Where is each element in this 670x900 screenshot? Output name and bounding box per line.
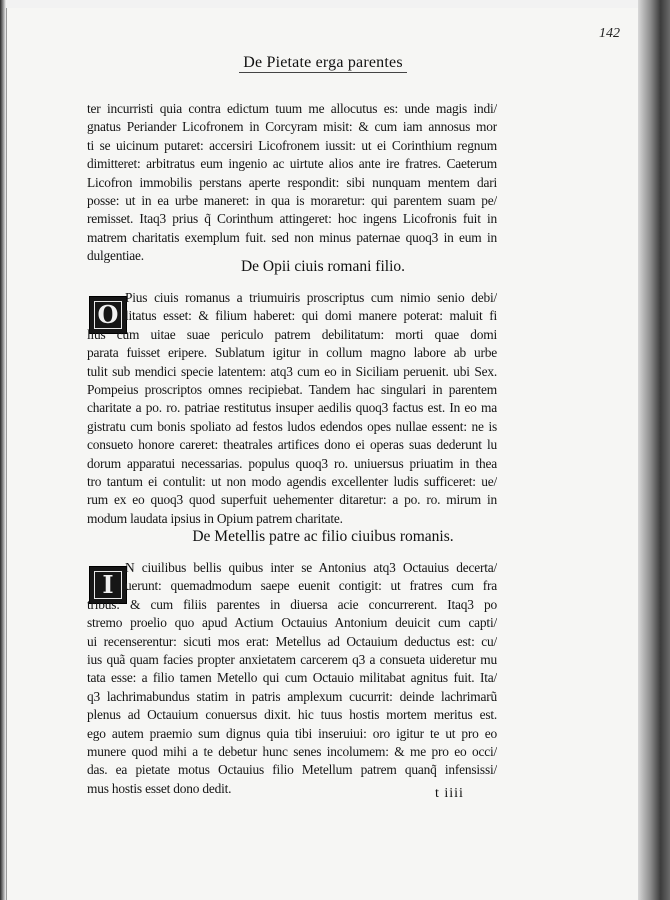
text-line: q3 lachrimabundus statim in patris amplexum cucurrit: deinde lachrimarũ xyxy=(87,688,497,704)
book-page xyxy=(6,8,639,900)
text-line: mus hostis esset dono dedit. xyxy=(87,780,232,796)
text-line: lius cum uitae suae periculo patrem debilitatum: morti quae domi xyxy=(87,326,497,342)
running-head xyxy=(7,54,639,72)
section-title-metelli: De Metellis patre ac filio ciuibus romanis. xyxy=(192,528,454,545)
paragraph-opius xyxy=(87,289,497,528)
text-line: Pius ciuis romanus a triumuiris proscriptus cum nimio senio debi/ xyxy=(125,290,497,305)
text-line: gnatus Periander Licofronem in Corcyram misit: & cum iam annosus mor xyxy=(87,119,497,135)
text-line: tata esse: a filio tamen Metello qui cum Octauio militabat agnitus fuit. Ita/ xyxy=(87,670,497,686)
text-line: ti se uicinum putaret: accersiri Licofronem iussit: ut ei Corinthium regnum xyxy=(87,137,497,153)
text-line: charitate a po. ro. patriae restitutus insuper aedilis quoq3 factus est. In eo ma xyxy=(87,400,497,416)
running-head-text: De Pietate erga parentes xyxy=(239,54,407,73)
text-line: consueto honore careret: theatrales artifices dono ei operas suas dederunt lu xyxy=(87,437,497,453)
adjacent-page-edge xyxy=(638,0,670,900)
text-line: das. ea pietate motus Octauius filio Metellum patrem quanq̃ infensissi/ xyxy=(87,762,497,778)
folio-number: 142 xyxy=(599,26,620,41)
text-line: modum laudata ipsius in Opium patrem charitate. xyxy=(87,510,343,526)
text-line: Pompeius proscriptos omnes recipiebat. Tandem hac singulari in parentem xyxy=(87,381,497,397)
text-line: ius quã quam facies propter anxietatem carcerem q3 a consueta uideretur mu xyxy=(87,651,497,667)
text-line: rum ex eo quoq3 quod superfuit uehementer ditaretur: a po. ro. mirum in xyxy=(87,492,497,508)
text-line: remisset. Itaq3 prius q̃ Corinthum attingeret: hoc ingens Licofronis fuit in xyxy=(87,211,497,227)
section-title-opius: De Opii ciuis romani filio. xyxy=(240,258,405,275)
text-line: litatus esset: & filium haberet: qui domi manere poterat: maluit fi xyxy=(125,308,497,324)
signature-mark: t iiii xyxy=(435,786,464,801)
text-line: posse: ut in ea urbe maneret: in qua is moraretur: qui parentem suam pe/ xyxy=(87,192,497,208)
text-line: plenus ad Octauium conuersus dixit. hic tuus hostis mortem meritus est. xyxy=(87,707,497,723)
text-line: dimitteret: arbitratus eum ingenio ac uirtute alios ante ire fratres. Caeterum xyxy=(87,156,497,172)
paragraph-metelli xyxy=(87,559,497,798)
initial-letter: O xyxy=(97,300,119,329)
text-line: stremo proelio quo apud Actium Octauius Antonium deuicit cum capti/ xyxy=(87,615,497,631)
paragraph-periander xyxy=(87,100,497,266)
text-line: tribus: & cum filiis parentes in diuersa acie concurrerent. Itaq3 po xyxy=(87,596,497,612)
text-line: gistratu cum bonis spoliato ad festos ludos edendos opes nullae essent: ne is xyxy=(87,418,497,434)
text-line: uerunt: quemadmodum saepe euenit contigit: ut fratres cum fra xyxy=(125,578,497,594)
text-line: tulit sub mendici specie latentem: atq3 cum eo in Siciliam peruenit. ubi Sex. xyxy=(87,363,497,379)
text-line: dorum apparatui necessarias. populus quoq3 ro. uniuersus priuatim in thea xyxy=(87,455,497,471)
text-line: parata fuisset eripere. Sublatum igitur in collum magno labore ab urbe xyxy=(87,345,497,361)
text-line: tro tantum ei contulit: ut non modo agendis excellenter ludis sufficeret: ue/ xyxy=(87,473,497,489)
text-line: Licofron immobilis perstans aperte respondit: sibi nunquam mentem dari xyxy=(87,174,497,190)
text-line: ter incurristi quia contra edictum tuum me allocutus es: unde magis indi/ xyxy=(87,101,497,116)
text-line: ego autem praemio sum dignus quia tibi inseruiui: oro igitur te ut pro eo xyxy=(87,725,497,741)
text-line: dulgentiae. xyxy=(87,248,144,264)
text-line: matrem charitatis exemplum fuit. sed non minus paternae quoq3 in eum in xyxy=(87,229,497,245)
text-line: ui recenserentur: sicuti mos erat: Metellus ad Octauium deductus est: cu/ xyxy=(87,633,497,649)
text-line: munere quod mihi a te debetur hunc senes incolumem: & me pro eo occi/ xyxy=(87,743,497,759)
text-line: N ciuilibus bellis quibus inter se Antonius atq3 Octauius decerta/ xyxy=(125,560,497,575)
initial-letter: I xyxy=(102,570,114,599)
